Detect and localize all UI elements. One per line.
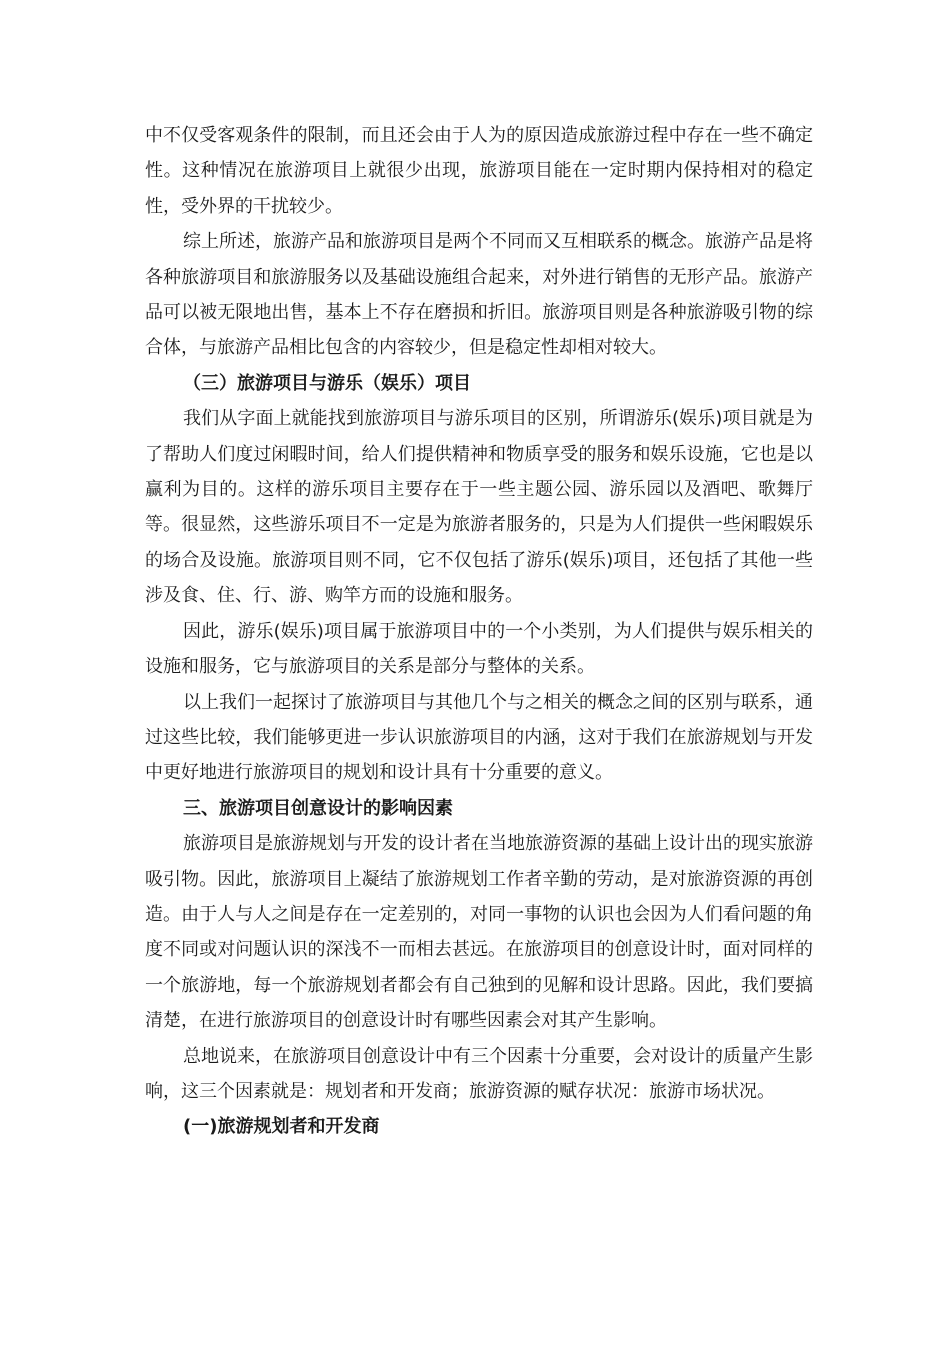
subsection-heading-planners-developers: (一)旅游规划者和开发商 [183, 1116, 380, 1138]
section-heading-influencing-factors: 三、旅游项目创意设计的影响因素 [183, 797, 453, 819]
paragraph-continuation: 中不仅受客观条件的限制，而且还会由于人为的原因造成旅游过程中存在一些不确定性。这种情况在旅游项目上就很少出现，旅游项目能在一定时期内保持相对的稳定性，受外界的干扰较少。 [145, 125, 813, 217]
paragraph-summary: 综上所述，旅游产品和旅游项目是两个不同而又互相联系的概念。旅游产品是将各种旅游项目和旅游服务以及基础设施组合起来，对外进行销售的无形产品。旅游产品可以被无限地出售，基本上不存在磨损和折旧。旅游项目则是各种旅游吸引物的综合体，与旅游产品相比包含的内容较少，但是稳定性却相对较大。 [145, 231, 813, 359]
section-heading-recreation-projects: （三）旅游项目与游乐（娱乐）项目 [183, 372, 471, 394]
paragraph-designer-creation: 旅游项目是旅游规划与开发的设计者在当地旅游资源的基础上设计出的现实旅游吸引物。因此，旅游项目上凝结了旅游规划工作者辛勤的劳动，是对旅游资源的再创造。由于人与人之间是存在一定差别的，对同一事物的认识也会因为人们看问题的角度不同或对问题认识的深浅不一而相去甚远。在旅游项目的创意设计时，面对同样的一个旅游地，每一个旅游规划者都会有自己独到的见解和设计思路。因此，我们要搞清楚，在进行旅游项目的创意设计时有哪些因素会对其产生影响。 [145, 833, 813, 1032]
document-body [145, 118, 813, 1145]
paragraph-concepts-conclusion: 以上我们一起探讨了旅游项目与其他几个与之相关的概念之间的区别与联系，通过这些比较，我们能够更进一步认识旅游项目的内涵，这对于我们在旅游规划与开发中更好地进行旅游项目的规划和设计具有十分重要的意义。 [145, 691, 813, 784]
paragraph-three-factors: 总地说来，在旅游项目创意设计中有三个因素十分重要，会对设计的质量产生影响，这三个因素就是：规划者和开发商；旅游资源的赋存状况：旅游市场状况。 [145, 1045, 813, 1102]
paragraph-recreation-difference: 我们从字面上就能找到旅游项目与游乐项目的区别，所谓游乐(娱乐)项目就是为了帮助人们度过闲暇时间，给人们提供精神和物质享受的服务和娱乐设施，它也是以赢利为目的。这样的游乐项目主要存在于一些主题公园、游乐园以及酒吧、歌舞厅等。很显然，这些游乐项目不一定是为旅游者服务的，只是为人们提供一些闲暇娱乐的场合及设施。旅游项目则不同，它不仅包括了游乐(娱乐)项目，还包括了其他一些涉及食、住、行、游、购竿方而的设施和服务。 [145, 408, 813, 607]
paragraph-recreation-subcategory: 因此，游乐(娱乐)项目属于旅游项目中的一个小类别，为人们提供与娱乐相关的设施和服务，它与旅游项目的关系是部分与整体的关系。 [145, 620, 813, 678]
